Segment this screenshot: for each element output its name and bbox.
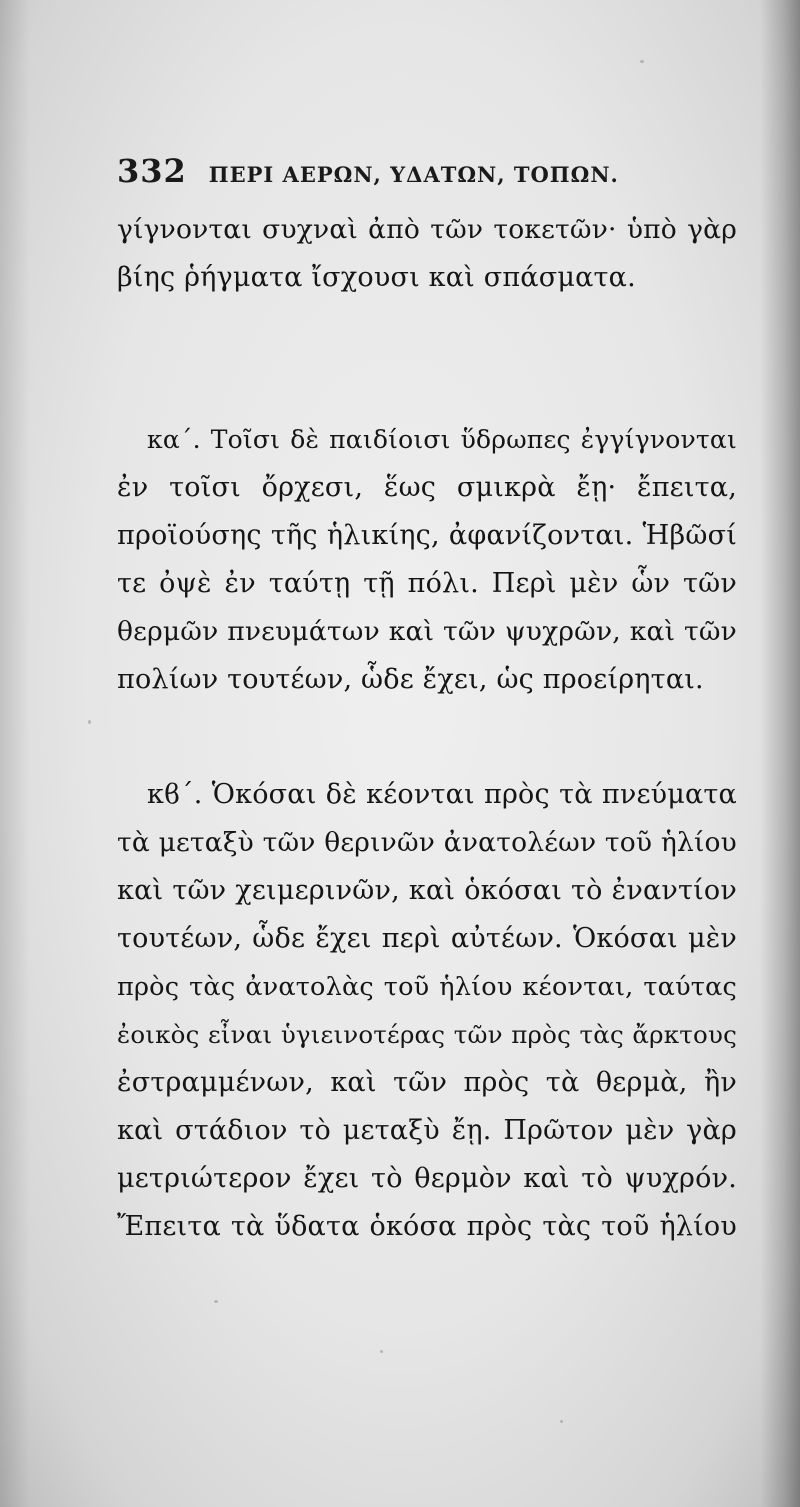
text-line: ἐν τοῖσι ὄρχεσι, ἕως σμικρὰ ἔῃ· ἔπειτα, <box>117 472 737 503</box>
section-21 <box>117 416 737 704</box>
paper-speck <box>88 720 91 724</box>
text-line: πολίων τουτέων, ὧδε ἔχει, ὡς προείρηται. <box>117 664 704 695</box>
text-line: κα΄. Τοῖσι δὲ παιδίοισι ὕδρωπες ἐγγίγνονται <box>147 425 737 454</box>
text-line: πρὸς τὰς ἀνατολὰς τοῦ ἡλίου κέονται, ταύτας <box>117 972 737 1002</box>
text-line: θερμῶν πνευμάτων καὶ τῶν ψυχρῶν, καὶ τῶν <box>117 616 737 647</box>
paper-speck <box>214 1300 218 1303</box>
text-line: ἐοικὸς εἶναι ὑγιεινοτέρας τῶν πρὸς τὰς ἄρκτους <box>117 1020 737 1049</box>
text-line: καὶ τῶν χειμερινῶν, καὶ ὁκόσαι τὸ ἐναντίον <box>117 875 737 906</box>
text-line: μετριώτερον ἔχει τὸ θερμὸν καὶ τὸ ψυχρόν. <box>117 1163 737 1194</box>
text-line: βίης ῥήγματα ἴσχουσι καὶ σπάσματα. <box>117 262 636 293</box>
text-line: καὶ στάδιον τὸ μεταξὺ ἔῃ. Πρῶτον μὲν γὰρ <box>117 1115 737 1146</box>
text-line: γίγνονται συχναὶ ἀπὸ τῶν τοκετῶν· ὑπὸ γὰρ <box>117 214 737 245</box>
text-line: Ἔπειτα τὰ ὕδατα ὁκόσα πρὸς τὰς τοῦ ἡλίου <box>117 1211 737 1242</box>
running-head <box>117 152 717 198</box>
page-shadow-left <box>0 0 30 1507</box>
paper-speck <box>560 1420 563 1423</box>
running-head-title: ΠΕΡΙ ΑΕΡΩΝ, ΥΔΑΤΩΝ, ΤΟΠΩΝ. <box>208 162 619 187</box>
text-line: κϐ΄. Ὁκόσαι δὲ κέονται πρὸς τὰ πνεύματα <box>147 779 737 810</box>
paper-speck <box>640 60 644 63</box>
text-line: ἐστραμμένων, καὶ τῶν πρὸς τὰ θερμὰ, ἢν <box>117 1067 737 1098</box>
text-line: προϊούσης τῆς ἡλικίης, ἀφανίζονται. Ἡβῶσί <box>117 520 737 551</box>
page-number: 332 <box>117 152 187 190</box>
section-22 <box>117 771 737 1251</box>
paper-speck <box>380 1350 383 1353</box>
text-line: τουτέων, ὧδε ἔχει περὶ αὐτέων. Ὁκόσαι μὲν <box>117 923 737 954</box>
paragraph-continuation <box>117 206 737 302</box>
text-line: τὰ μεταξὺ τῶν θερινῶν ἀνατολέων τοῦ ἡλίου <box>117 827 737 858</box>
page-shadow-right <box>760 0 800 1507</box>
text-line: τε ὀψὲ ἐν ταύτῃ τῇ πόλι. Περὶ μὲν ὧν τῶν <box>117 568 737 599</box>
